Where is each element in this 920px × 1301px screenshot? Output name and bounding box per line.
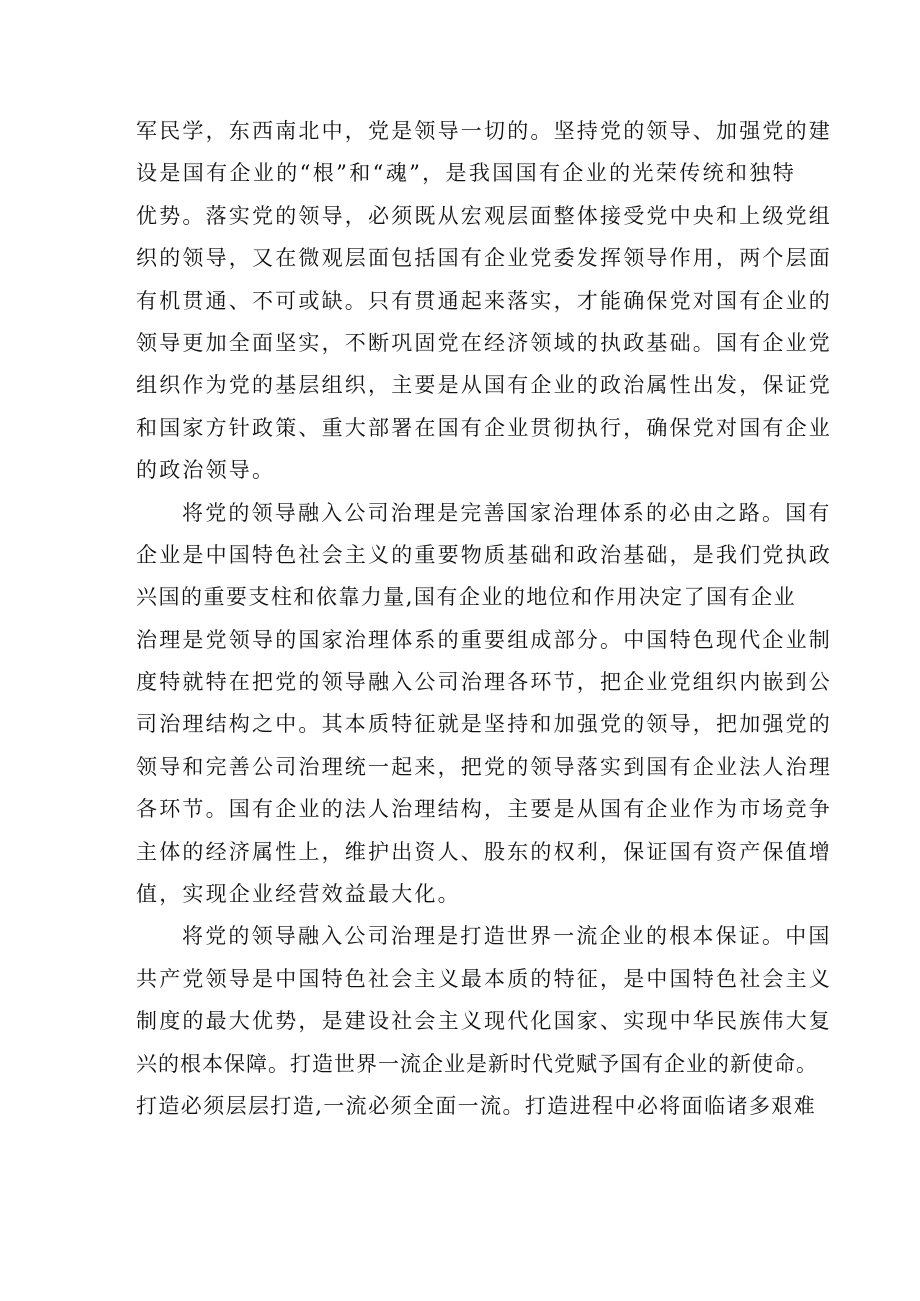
text-line: 将党的领导融入公司治理是完善国家治理体系的必由之路。国有 [182, 500, 832, 525]
document-body [136, 110, 832, 1127]
text-line: 的政治领导。 [136, 458, 276, 483]
text-line: 打造必须层层打造,一流必须全面一流。打造进程中必将面临诸多艰难 [136, 1093, 817, 1118]
text-line: 领导和完善公司治理统一起来，把党的领导落实到国有企业法人治理 [136, 754, 832, 779]
text-line: 领导更加全面坚实，不断巩固党在经济领域的执政基础。国有企业党 [136, 330, 832, 355]
paragraph-3 [136, 915, 832, 1127]
text-line: 度特就特在把党的领导融入公司治理各环节，把企业党组织内嵌到公 [136, 670, 832, 695]
text-line: 制度的最大优势，是建设社会主义现代化国家、实现中华民族伟大复 [136, 1009, 832, 1034]
text-line: 企业是中国特色社会主义的重要物质基础和政治基础，是我们党执政 [136, 542, 832, 567]
text-line: 设是国有企业的“根”和“魂”，是我国国有企业的光荣传统和独特 [136, 161, 796, 186]
text-line: 值，实现企业经营效益最大化。 [136, 882, 461, 907]
text-line: 和国家方针政策、重大部署在国有企业贯彻执行，确保党对国有企业 [136, 415, 832, 440]
text-line: 有机贯通、不可或缺。只有贯通起来落实，才能确保党对国有企业的 [136, 288, 832, 313]
text-line: 主体的经济属性上，维护出资人、股东的权利，保证国有资产保值增 [136, 839, 832, 864]
text-line: 司治理结构之中。其本质特征就是坚持和加强党的领导，把加强党的 [136, 712, 832, 737]
paragraph-1 [136, 110, 832, 492]
text-line: 兴的根本保障。打造世界一流企业是新时代党赋予国有企业的新使命。 [136, 1051, 818, 1076]
text-line: 军民学，东西南北中，党是领导一切的。坚持党的领导、加强党的建 [136, 119, 832, 143]
text-line: 优势。落实党的领导，必须既从宏观层面整体接受党中央和上级党组 [136, 203, 832, 228]
text-line: 织的领导，又在微观层面包括国有企业党委发挥领导作用，两个层面 [136, 246, 832, 271]
paragraph-2 [136, 492, 832, 916]
text-line: 将党的领导融入公司治理是打造世界一流企业的根本保证。中国 [182, 924, 832, 949]
text-line: 治理是党领导的国家治理体系的重要组成部分。中国特色现代企业制 [136, 627, 832, 652]
text-line: 各环节。国有企业的法人治理结构，主要是从国有企业作为市场竞争 [136, 797, 832, 822]
text-line: 兴国的重要支柱和依靠力量,国有企业的地位和作用决定了国有企业 [136, 585, 796, 610]
text-line: 共产党领导是中国特色社会主义最本质的特征，是中国特色社会主义 [136, 966, 832, 991]
text-line: 组织作为党的基层组织，主要是从国有企业的政治属性出发，保证党 [136, 373, 832, 398]
